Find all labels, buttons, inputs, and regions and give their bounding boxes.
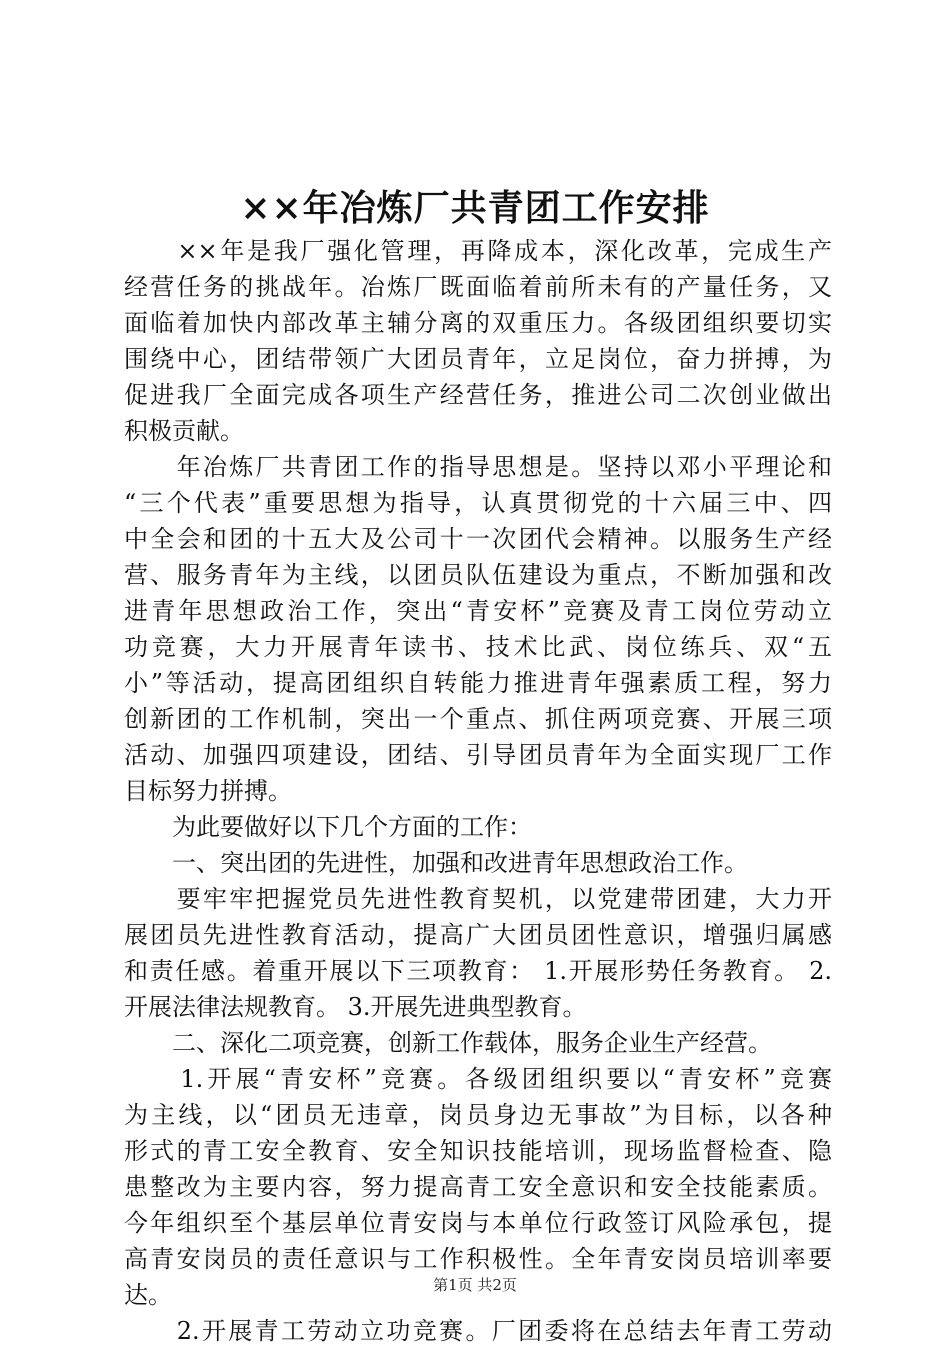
text-line: 为主线，以“团员无违章，岗员身边无事故”为目标，以各种 xyxy=(124,1101,832,1129)
document-title: ××年冶炼厂共青团工作安排 xyxy=(240,187,710,229)
text-line: 目标努力拼搏。 xyxy=(124,777,292,805)
text-line: ××年是我厂强化管理，再降成本，深化改革，完成生产 xyxy=(124,237,832,265)
text-line: 二、深化二项竞赛，创新工作载体，服务企业生产经营。 xyxy=(124,1029,772,1057)
text-line: 进青年思想政治工作，突出“青安杯”竞赛及青工岗位劳动立 xyxy=(124,597,832,625)
text-line: 达。 xyxy=(124,1281,172,1309)
text-line: 展团员先进性教育活动，提高广大团员团性意识，增强归属感 xyxy=(124,921,832,949)
text-line: 2.开展青工劳动立功竞赛。厂团委将在总结去年青工劳动 xyxy=(124,1317,832,1345)
text-line: 高青安岗员的责任意识与工作积极性。全年青安岗员培训率要 xyxy=(124,1245,832,1273)
text-line: 今年组织至个基层单位青安岗与本单位行政签订风险承包，提 xyxy=(124,1209,832,1237)
text-line: 年冶炼厂共青团工作的指导思想是。坚持以邓小平理论和 xyxy=(124,453,832,481)
text-line: 围绕中心，团结带领广大团员青年，立足岗位，奋力拼搏，为 xyxy=(124,345,832,373)
page-footer: 第1页 共2页 xyxy=(433,1276,517,1294)
text-line: 要牢牢把握党员先进性教育契机，以党建带团建，大力开 xyxy=(124,885,832,913)
text-line: 经营任务的挑战年。冶炼厂既面临着前所未有的产量任务，又 xyxy=(124,273,832,301)
text-line: 和责任感。着重开展以下三项教育： 1.开展形势任务教育。 2. xyxy=(124,957,832,985)
text-line: 一、突出团的先进性，加强和改进青年思想政治工作。 xyxy=(124,849,748,877)
text-line: 为此要做好以下几个方面的工作： xyxy=(124,813,532,841)
text-line: 面临着加快内部改革主辅分离的双重压力。各级团组织要切实 xyxy=(124,309,832,337)
text-line: 患整改为主要内容，努力提高青工安全意识和安全技能素质。 xyxy=(124,1173,832,1201)
text-line: 小”等活动，提高团组织自转能力推进青年强素质工程，努力 xyxy=(124,669,832,697)
text-line: 形式的青工安全教育、安全知识技能培训，现场监督检查、隐 xyxy=(124,1137,832,1165)
text-line: 活动、加强四项建设，团结、引导团员青年为全面实现厂工作 xyxy=(124,741,832,769)
text-line: 创新团的工作机制，突出一个重点、抓住两项竞赛、开展三项 xyxy=(124,705,832,733)
document-body xyxy=(124,233,832,1349)
text-line: 营、服务青年为主线，以团员队伍建设为重点，不断加强和改 xyxy=(124,561,832,589)
text-line: 开展法律法规教育。 3.开展先进典型教育。 xyxy=(124,993,587,1021)
text-line: “三个代表”重要思想为指导，认真贯彻党的十六届三中、四 xyxy=(124,489,832,517)
text-line: 功竞赛，大力开展青年读书、技术比武、岗位练兵、双“五 xyxy=(124,633,832,661)
text-line: 促进我厂全面完成各项生产经营任务，推进公司二次创业做出 xyxy=(124,381,832,409)
text-line: 中全会和团的十五大及公司十一次团代会精神。以服务生产经 xyxy=(124,525,832,553)
text-line: 1.开展“青安杯”竞赛。各级团组织要以“青安杯”竞赛 xyxy=(124,1065,832,1093)
text-line: 积极贡献。 xyxy=(124,417,244,445)
